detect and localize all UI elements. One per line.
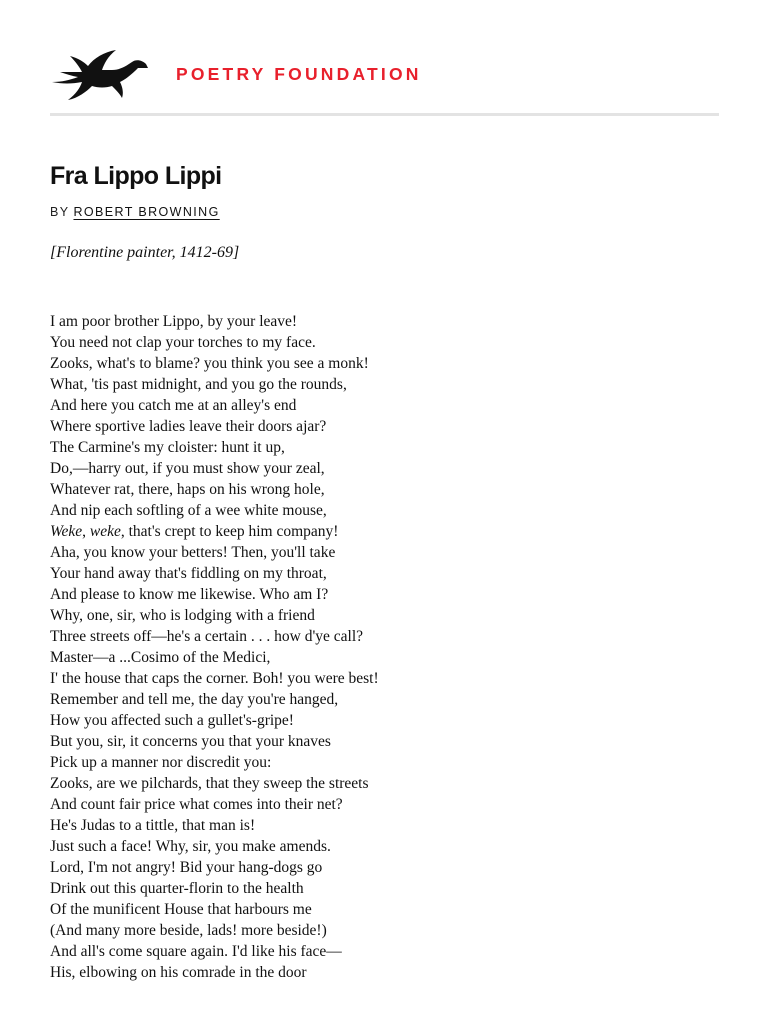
author-link[interactable]: ROBERT BROWNING	[73, 205, 220, 219]
poem-line: You need not clap your torches to my face.	[50, 334, 316, 351]
poem-line: And count fair price what comes into their net?	[50, 796, 343, 813]
poem-line: Lord, I'm not angry! Bid your hang-dogs go	[50, 859, 323, 876]
poem-line: And here you catch me at an alley's end	[50, 397, 297, 414]
poem-line: Master—a ...Cosimo of the Medici,	[50, 649, 271, 666]
by-label: BY	[50, 205, 70, 219]
poem-line: Drink out this quarter-florin to the health	[50, 880, 304, 897]
poem-line: Whatever rat, there, haps on his wrong hole,	[50, 481, 325, 498]
poem-line: How you affected such a gullet's-gripe!	[50, 712, 294, 729]
poem-line: And all's come square again. I'd like his face—	[50, 943, 342, 960]
poem-line: (And many more beside, lads! more beside!)	[50, 922, 327, 939]
poem-line: Aha, you know your betters! Then, you'll take	[50, 544, 336, 561]
poem-line: And please to know me likewise. Who am I?	[50, 586, 329, 603]
poem-line: The Carmine's my cloister: hunt it up,	[50, 439, 285, 456]
poem-line: Remember and tell me, the day you're hanged,	[50, 691, 339, 708]
poem-line: Where sportive ladies leave their doors ajar?	[50, 418, 327, 435]
poem-line: Weke, weke, that's crept to keep him company!	[50, 523, 339, 540]
header-divider	[50, 113, 719, 116]
brand-name[interactable]: POETRY FOUNDATION	[176, 64, 422, 84]
pegasus-icon[interactable]	[50, 46, 150, 102]
poem-line: Do,—harry out, if you must show your zeal,	[50, 460, 325, 477]
poem-line: Why, one, sir, who is lodging with a friend	[50, 607, 315, 624]
poem-line: Pick up a manner nor discredit you:	[50, 754, 272, 771]
poem-line: His, elbowing on his comrade in the door	[50, 964, 307, 981]
poem-line: Zooks, what's to blame? you think you see a monk!	[50, 355, 369, 372]
poem-line: What, 'tis past midnight, and you go the rounds,	[50, 376, 347, 393]
poem-line: And nip each softling of a wee white mouse,	[50, 502, 327, 519]
site-header	[50, 44, 718, 104]
poem-line: I' the house that caps the corner. Boh! you were best!	[50, 670, 379, 687]
byline	[50, 205, 220, 219]
epigraph: [Florentine painter, 1412-69]	[50, 244, 240, 261]
poem-line: Zooks, are we pilchards, that they sweep the streets	[50, 775, 369, 792]
poem-line: But you, sir, it concerns you that your knaves	[50, 733, 331, 750]
poem-line: He's Judas to a tittle, that man is!	[50, 817, 256, 834]
poem-title: Fra Lippo Lippi	[50, 162, 222, 190]
poem-line: Your hand away that's fiddling on my throat,	[50, 565, 327, 582]
poem-line: Three streets off—he's a certain . . . how d'ye call?	[50, 628, 364, 645]
poem-body	[50, 311, 379, 983]
poem-line: I am poor brother Lippo, by your leave!	[50, 313, 298, 330]
poem-line: Just such a face! Why, sir, you make amends.	[50, 838, 331, 855]
poem-line: Of the munificent House that harbours me	[50, 901, 312, 918]
